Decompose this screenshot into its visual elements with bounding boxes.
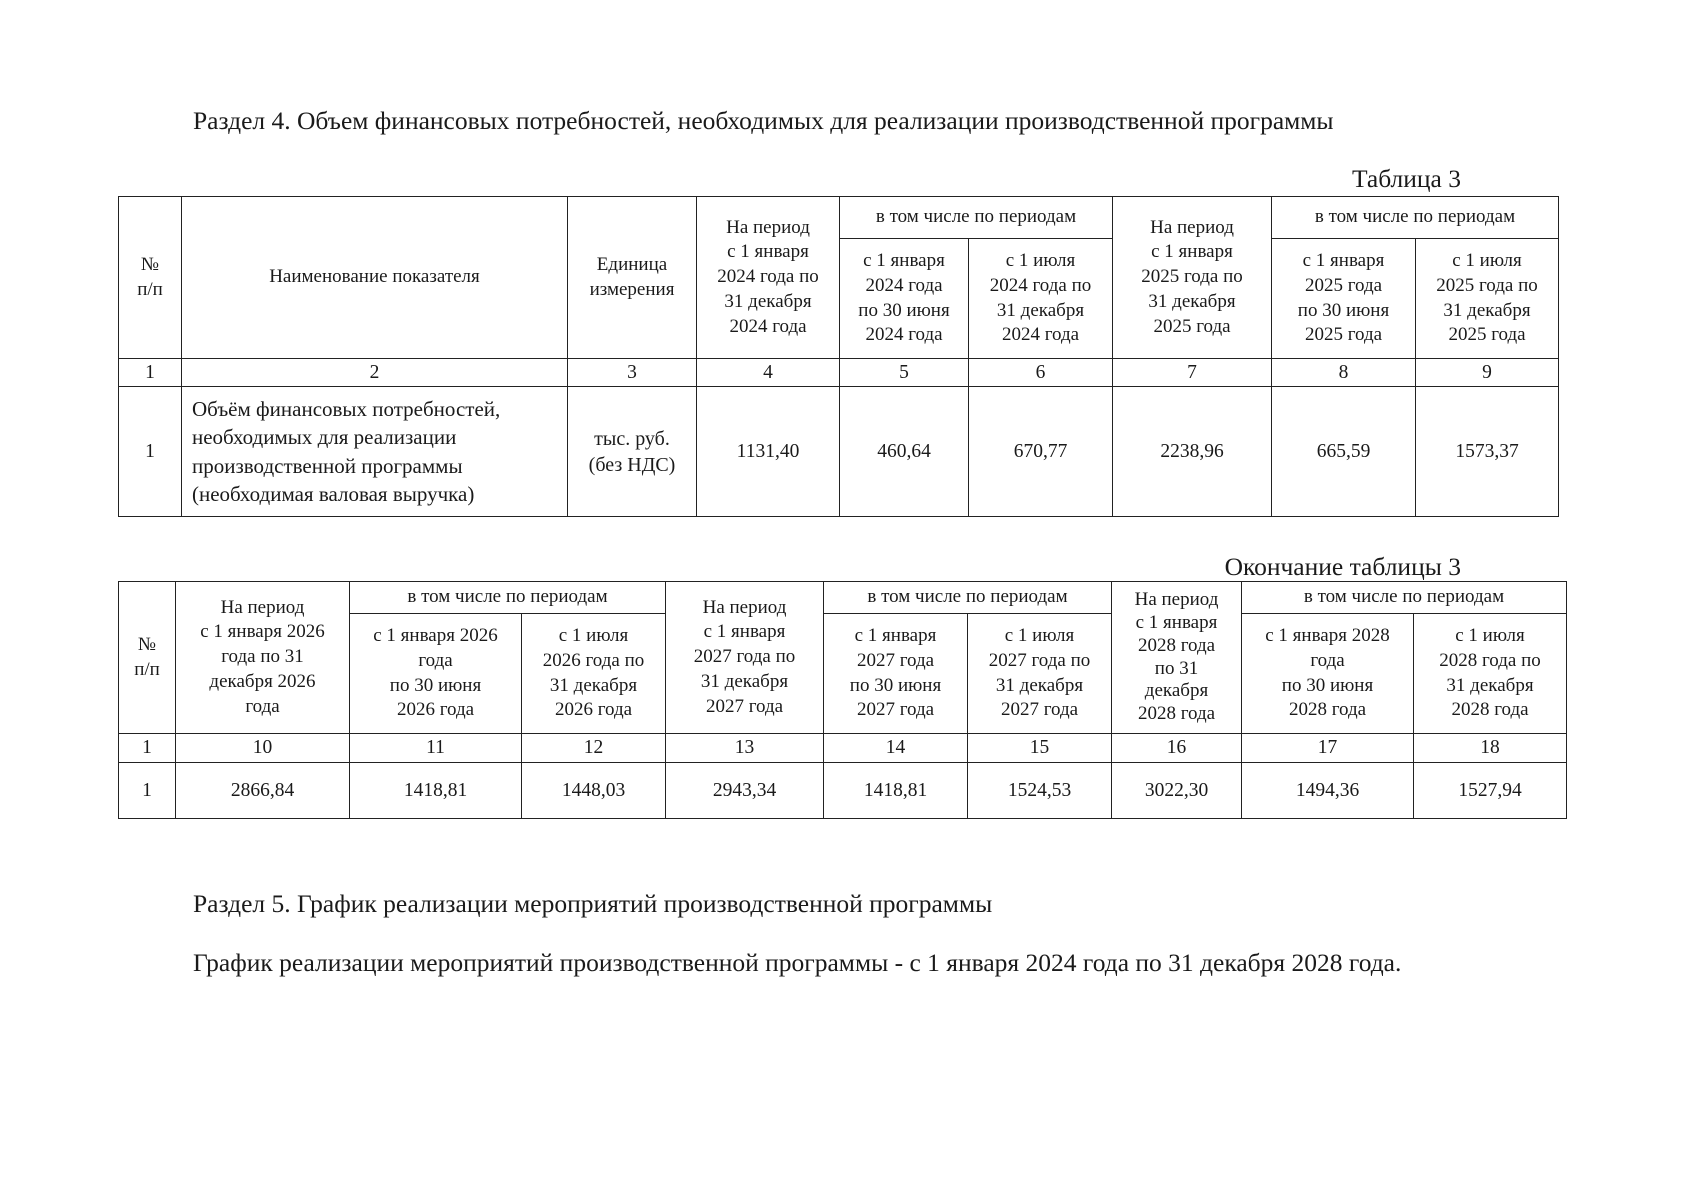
row-unit: тыс. руб. (без НДС): [568, 387, 697, 517]
header-period-2025: На период с 1 января 2025 года по 31 декабря 2025 года: [1113, 197, 1272, 359]
col-number: 11: [350, 734, 522, 763]
value-h1-2027: 1418,81: [824, 763, 968, 819]
value-h2-2028: 1527,94: [1414, 763, 1567, 819]
header-period-2027: На период с 1 января 2027 года по 31 декабря 2027 года: [666, 582, 824, 734]
section5-text: График реализации мероприятий производственной программы - с 1 января 2024 года по 31 декабря 2028 года.: [193, 948, 1402, 977]
header-subperiods-2027: в том числе по периодам: [824, 582, 1112, 614]
col-number: 16: [1112, 734, 1242, 763]
table1-caption: Таблица 3: [1351, 164, 1461, 193]
row-number: 1: [119, 387, 182, 517]
header-h2-2026: с 1 июля 2026 года по 31 декабря 2026 года: [522, 614, 666, 734]
header-no: № п/п: [119, 582, 176, 734]
header-h1-2027: с 1 января 2027 года по 30 июня 2027 года: [824, 614, 968, 734]
value-h1-2025: 665,59: [1272, 387, 1416, 517]
col-number: 1: [119, 359, 182, 387]
table-row: [119, 763, 1567, 819]
row-indicator-name: Объём финансовых потребностей, необходимых для реализации производственной программы (необходимая валовая выручка): [182, 387, 568, 517]
value-period-2025: 2238,96: [1113, 387, 1272, 517]
header-h1-2025: с 1 января 2025 года по 30 июня 2025 года: [1272, 239, 1416, 359]
col-number: 18: [1414, 734, 1567, 763]
value-period-2028: 3022,30: [1112, 763, 1242, 819]
value-period-2024: 1131,40: [697, 387, 840, 517]
header-period-2026: На период с 1 января 2026 года по 31 декабря 2026 года: [176, 582, 350, 734]
header-subperiods-2026: в том числе по периодам: [350, 582, 666, 614]
col-number: 17: [1242, 734, 1414, 763]
header-h1-2024: с 1 января 2024 года по 30 июня 2024 года: [840, 239, 969, 359]
col-number: 9: [1416, 359, 1559, 387]
col-number: 8: [1272, 359, 1416, 387]
header-unit: Единица измерения: [568, 197, 697, 359]
header-no: № п/п: [119, 197, 182, 359]
col-number: 14: [824, 734, 968, 763]
financial-needs-table: [118, 196, 1559, 517]
header-h2-2027: с 1 июля 2027 года по 31 декабря 2027 года: [968, 614, 1112, 734]
col-number: 12: [522, 734, 666, 763]
col-number: 15: [968, 734, 1112, 763]
value-h2-2027: 1524,53: [968, 763, 1112, 819]
header-subperiods-2025: в том числе по периодам: [1272, 197, 1559, 239]
col-number: 3: [568, 359, 697, 387]
section4-title: Раздел 4. Объем финансовых потребностей, необходимых для реализации производственной программы: [193, 106, 1334, 135]
col-number: 7: [1113, 359, 1272, 387]
value-h2-2024: 670,77: [969, 387, 1113, 517]
header-period-2028: На период с 1 января 2028 года по 31 декабря 2028 года: [1112, 582, 1242, 734]
table2-caption: Окончание таблицы 3: [1224, 552, 1461, 581]
value-h2-2025: 1573,37: [1416, 387, 1559, 517]
col-number: 1: [119, 734, 176, 763]
table-row: [119, 387, 1559, 517]
value-h1-2024: 460,64: [840, 387, 969, 517]
value-period-2027: 2943,34: [666, 763, 824, 819]
header-h2-2028: с 1 июля 2028 года по 31 декабря 2028 года: [1414, 614, 1567, 734]
financial-needs-table-continuation: [118, 581, 1567, 819]
section5-title: Раздел 5. График реализации мероприятий производственной программы: [193, 889, 993, 918]
row-number: 1: [119, 763, 176, 819]
col-number: 5: [840, 359, 969, 387]
col-number: 10: [176, 734, 350, 763]
value-period-2026: 2866,84: [176, 763, 350, 819]
header-subperiods-2028: в том числе по периодам: [1242, 582, 1567, 614]
value-h1-2028: 1494,36: [1242, 763, 1414, 819]
value-h1-2026: 1418,81: [350, 763, 522, 819]
col-number: 2: [182, 359, 568, 387]
header-indicator-name: Наименование показателя: [182, 197, 568, 359]
col-number: 6: [969, 359, 1113, 387]
header-h1-2026: с 1 января 2026 года по 30 июня 2026 года: [350, 614, 522, 734]
header-h2-2024: с 1 июля 2024 года по 31 декабря 2024 года: [969, 239, 1113, 359]
col-number: 13: [666, 734, 824, 763]
header-period-2024: На период с 1 января 2024 года по 31 декабря 2024 года: [697, 197, 840, 359]
header-subperiods-2024: в том числе по периодам: [840, 197, 1113, 239]
col-number: 4: [697, 359, 840, 387]
header-h1-2028: с 1 января 2028 года по 30 июня 2028 года: [1242, 614, 1414, 734]
header-h2-2025: с 1 июля 2025 года по 31 декабря 2025 года: [1416, 239, 1559, 359]
value-h2-2026: 1448,03: [522, 763, 666, 819]
